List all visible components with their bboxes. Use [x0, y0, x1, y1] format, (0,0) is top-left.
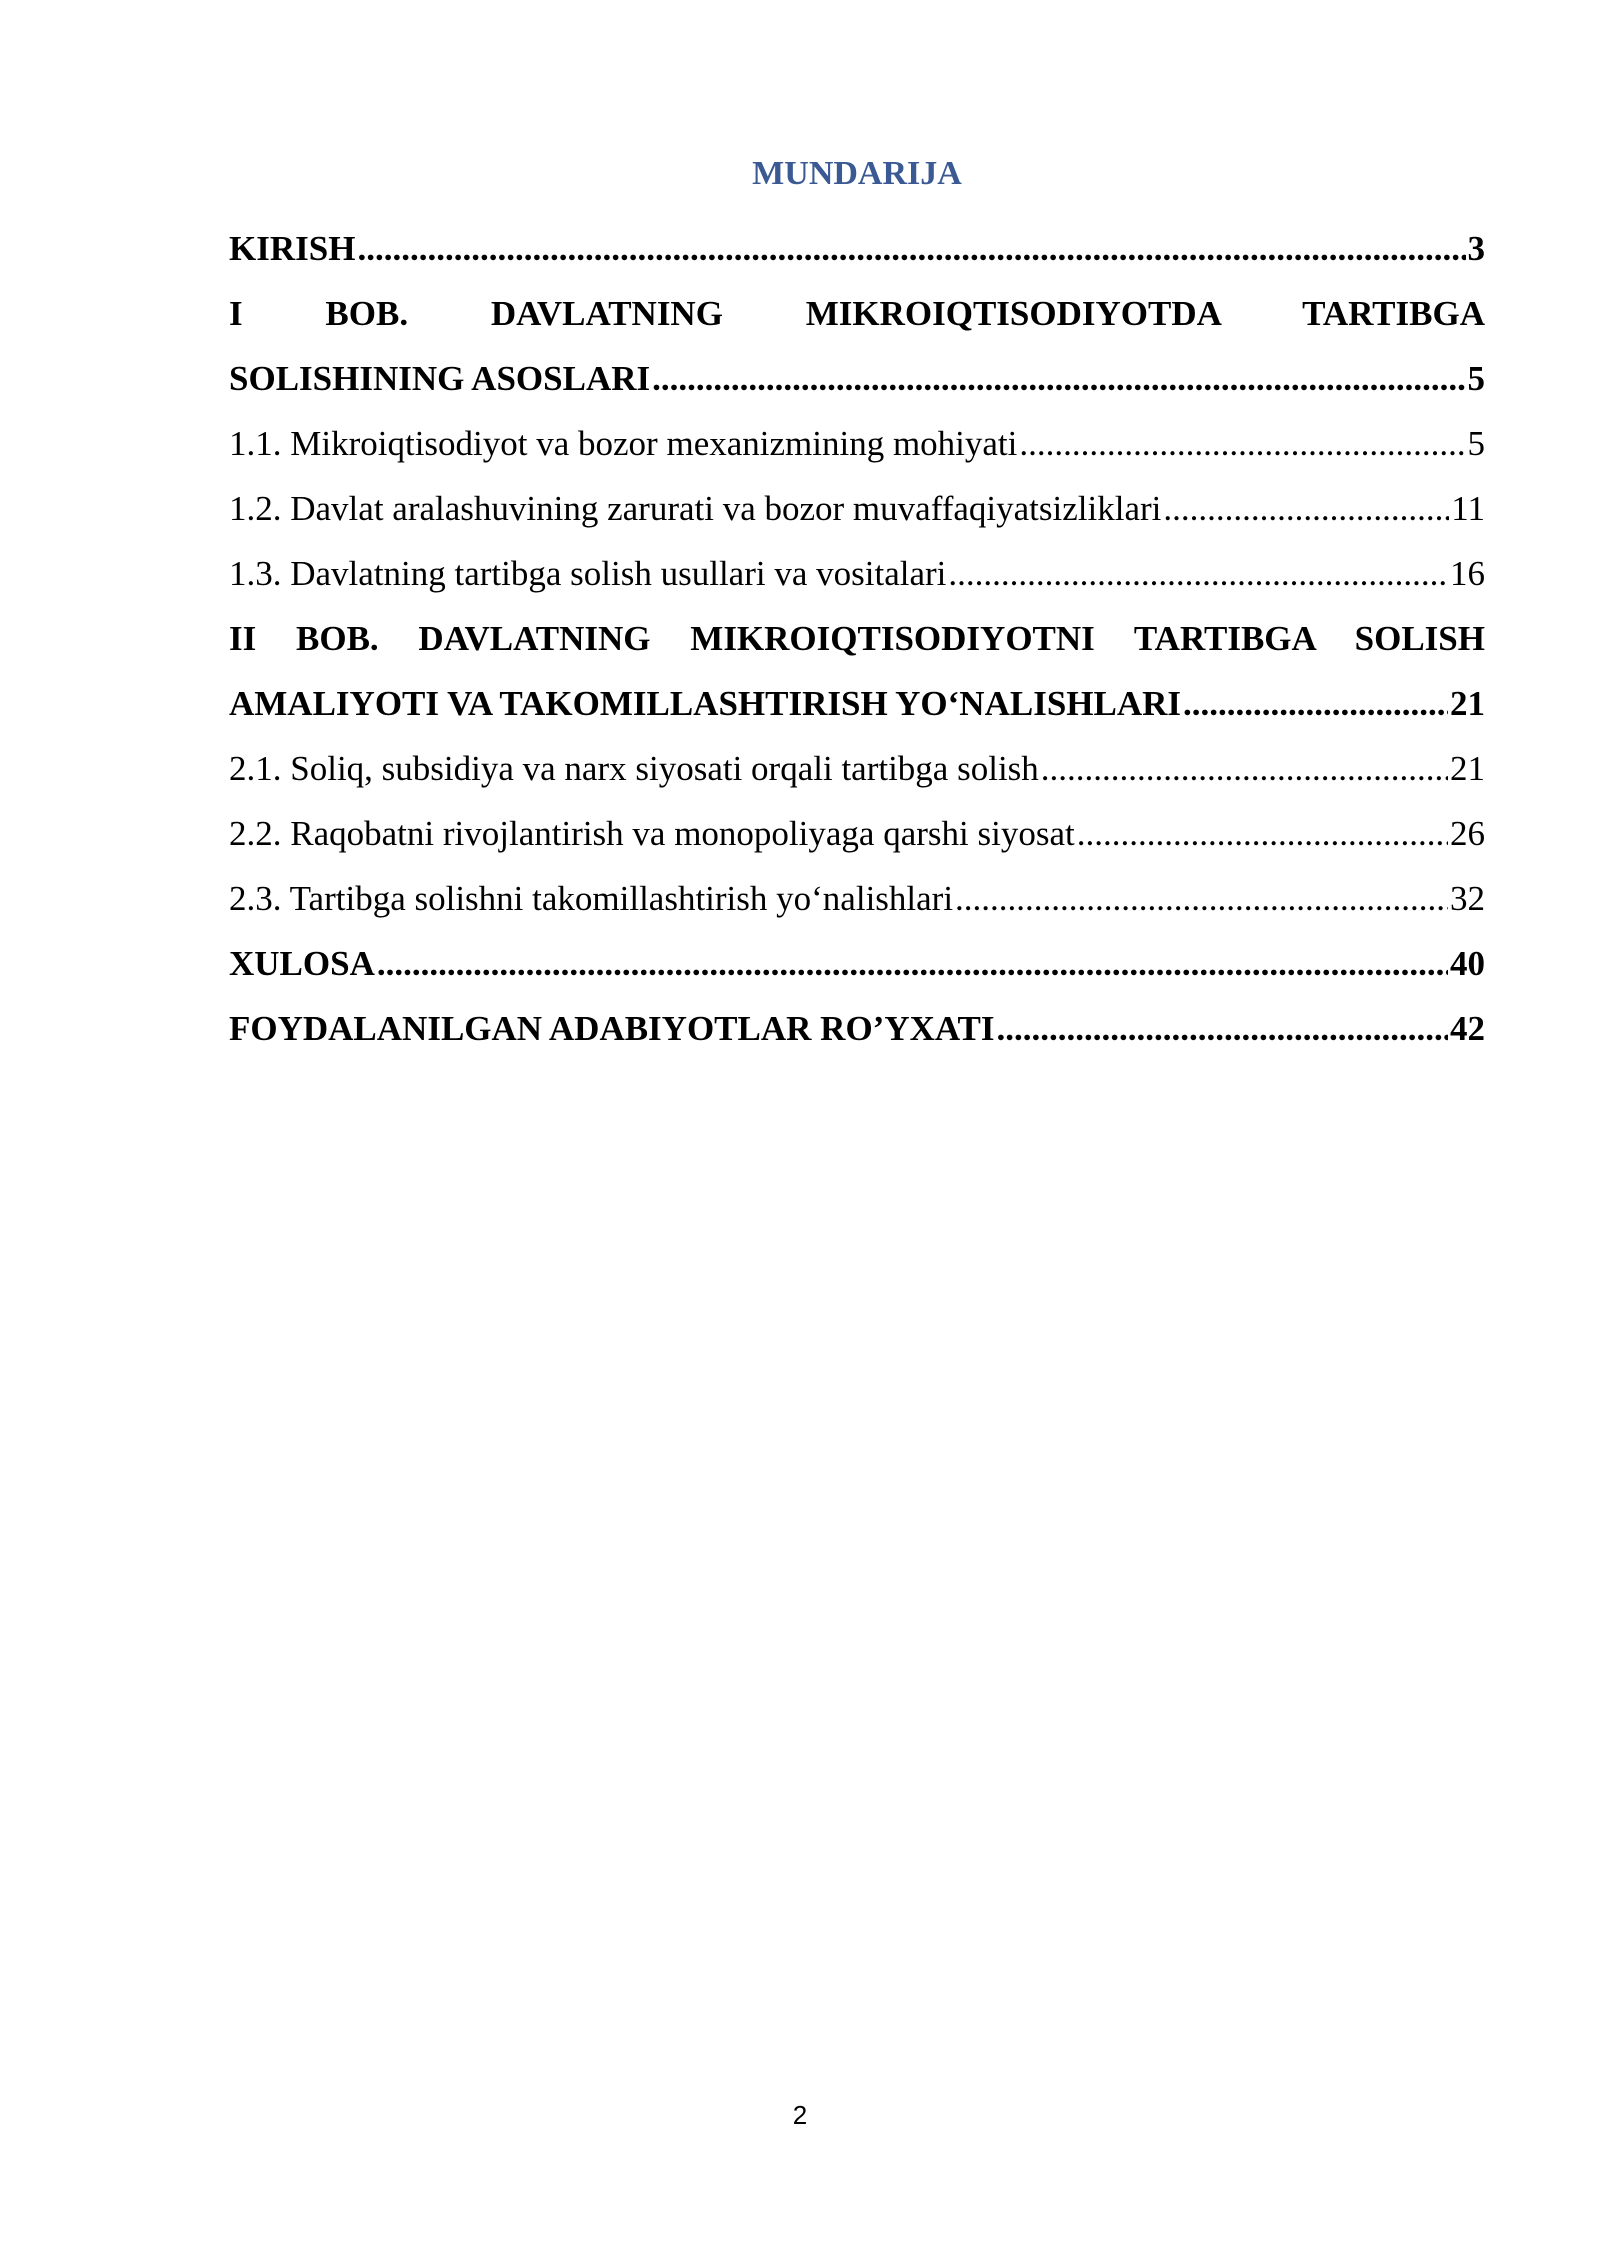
- dot-leader: [1163, 476, 1449, 541]
- toc-entry-page: 40: [1450, 944, 1485, 983]
- toc-entry-label: SOLISHINING ASOSLARI: [229, 359, 651, 398]
- toc-entry-label: 1.1. Mikroiqtisodiyot va bozor mexanizmining mohiyati: [229, 424, 1018, 463]
- toc-entry-2-2[interactable]: [229, 801, 1485, 866]
- page-number: 2: [792, 2100, 808, 2130]
- dot-leader: [948, 541, 1448, 606]
- toc-entry-kirish[interactable]: [229, 216, 1485, 281]
- toc-entry-label: AMALIYOTI VA TAKOMILLASHTIRISH YO‘NALISHLARI: [229, 684, 1182, 723]
- toc-entry-page: 5: [1467, 424, 1485, 463]
- dot-leader: [1019, 411, 1465, 476]
- toc-chapter1-line2[interactable]: [229, 346, 1485, 411]
- toc-entry-label: 2.3. Tartibga solishni takomillashtirish yo‘nalishlari: [229, 879, 954, 918]
- toc-entry-label: 2.2. Raqobatni rivojlantirish va monopoliyaga qarshi siyosat: [229, 814, 1075, 853]
- toc-title: MUNDARIJA: [752, 155, 962, 192]
- toc-entry-adabiyotlar[interactable]: [229, 996, 1485, 1061]
- table-of-contents: [229, 216, 1485, 1061]
- toc-entry-page: 32: [1450, 879, 1485, 918]
- toc-entry-label: KIRISH: [229, 229, 356, 268]
- toc-chapter1-line1[interactable]: I BOB. DAVLATNING MIKROIQTISODIYOTDA TARTIBGA: [229, 294, 1485, 333]
- dot-leader: [357, 216, 1465, 281]
- toc-entry-page: 21: [1450, 749, 1485, 788]
- dot-leader: [652, 346, 1465, 411]
- toc-entry-label: 1.2. Davlat aralashuvining zarurati va bozor muvaffaqiyatsizliklari: [229, 489, 1162, 528]
- toc-entry-1-3[interactable]: [229, 541, 1485, 606]
- dot-leader: [1041, 736, 1448, 801]
- toc-entry-2-3[interactable]: [229, 866, 1485, 931]
- toc-entry-page: 26: [1450, 814, 1485, 853]
- toc-entry-label: 1.3. Davlatning tartibga solish usullari va vositalari: [229, 554, 947, 593]
- toc-entry-1-2[interactable]: [229, 476, 1485, 541]
- toc-chapter2-line2[interactable]: [229, 671, 1485, 736]
- toc-entry-page: 42: [1450, 1009, 1485, 1048]
- toc-entry-page: 3: [1467, 229, 1485, 268]
- dot-leader: [377, 931, 1448, 996]
- toc-entry-xulosa[interactable]: [229, 931, 1485, 996]
- toc-entry-page: 11: [1451, 489, 1485, 528]
- toc-entry-label: XULOSA: [229, 944, 375, 983]
- toc-entry-1-1[interactable]: [229, 411, 1485, 476]
- toc-entry-2-1[interactable]: [229, 736, 1485, 801]
- dot-leader: [997, 996, 1448, 1061]
- toc-entry-page: 5: [1467, 359, 1485, 398]
- dot-leader: [1183, 671, 1448, 736]
- dot-leader: [1077, 801, 1448, 866]
- toc-entry-page: 16: [1450, 554, 1485, 593]
- toc-entry-label: FOYDALANILGAN ADABIYOTLAR RO’YXATI: [229, 1009, 995, 1048]
- toc-entry-page: 21: [1450, 684, 1485, 723]
- toc-entry-label: 2.1. Soliq, subsidiya va narx siyosati orqali tartibga solish: [229, 749, 1039, 788]
- toc-chapter2-line1[interactable]: II BOB. DAVLATNING MIKROIQTISODIYOTNI TARTIBGA SOLISH: [229, 619, 1485, 658]
- dot-leader: [955, 866, 1448, 931]
